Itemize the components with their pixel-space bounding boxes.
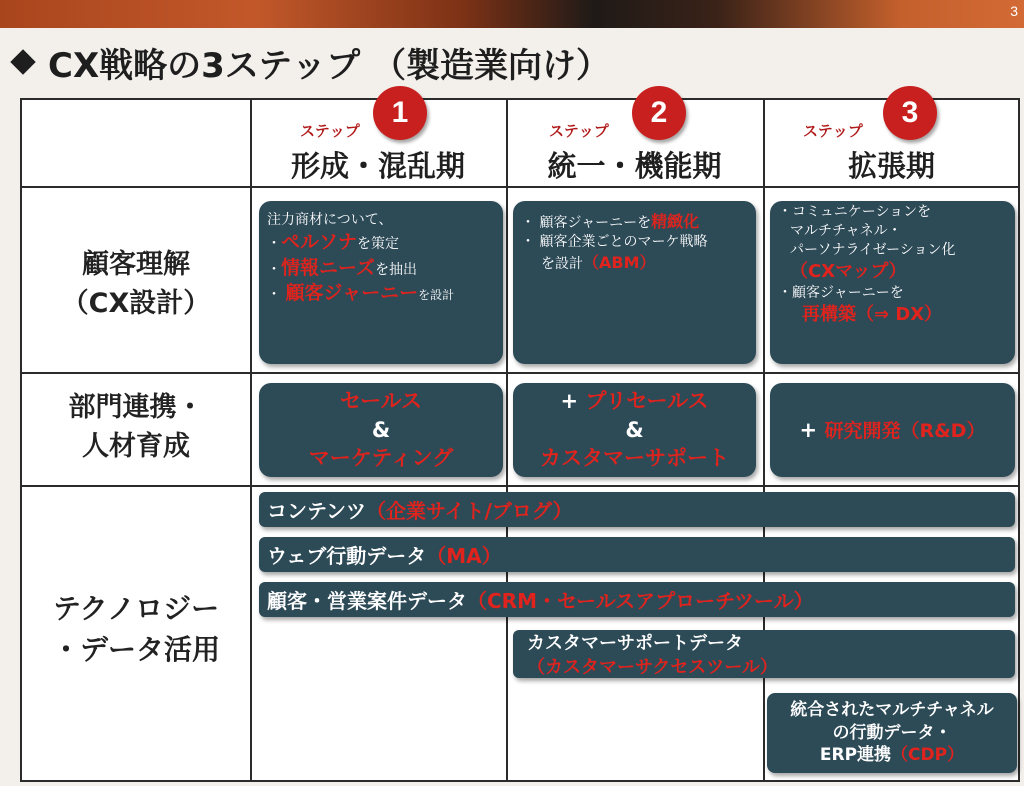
tech-bar-crm — [259, 582, 1015, 617]
org-box-step3 — [770, 383, 1015, 477]
step-word: ステップ — [549, 122, 609, 140]
box-line — [267, 281, 495, 307]
row-label-line: 人材育成 — [82, 431, 190, 463]
slide-title-text: CX戦略の3ステップ （製造業向け） — [48, 45, 610, 86]
row-label-cx — [22, 245, 250, 323]
highlight-text: マーケティング — [308, 446, 454, 471]
bar-label: の行動データ・ — [832, 722, 952, 743]
bullet: ・ — [267, 287, 286, 304]
row-label-org — [22, 388, 250, 466]
step-badge-1: 1 — [373, 86, 427, 140]
highlight-text: （CXマップ） — [790, 260, 907, 282]
box-text: マルチチャネル・ — [790, 222, 902, 239]
box-text: パーソナライゼーション化 — [790, 241, 956, 258]
page-number: 3 — [1010, 3, 1018, 19]
row-label-tech — [22, 589, 250, 670]
box-text: ・ 顧客企業ごとのマーケ戦略 — [521, 233, 708, 250]
step-badge-2: 2 — [632, 86, 686, 140]
highlight-text: （MA） — [426, 544, 502, 568]
box-line — [767, 744, 1017, 767]
bar-label: ウェブ行動データ — [267, 544, 427, 568]
box-line — [267, 256, 495, 282]
highlight-text: セールス — [339, 389, 423, 414]
header-banner-image — [0, 0, 1024, 28]
tech-bar-support — [513, 630, 1015, 678]
step-word: ステップ — [803, 122, 863, 140]
highlight-text: 精緻化 — [651, 212, 700, 231]
box-text: を設計 — [418, 288, 455, 303]
org-box-step1 — [259, 383, 503, 477]
highlight-text: プリセールス — [585, 389, 709, 414]
box-text: ・コミュニケーションを — [778, 204, 932, 220]
tech-bar-contents — [259, 492, 1015, 527]
highlight-text: （カスタマーサクセスツール） — [527, 657, 778, 679]
highlight-text: 顧客ジャーニー — [285, 282, 419, 305]
table-divider — [22, 372, 1018, 374]
row-label-line: （CX設計） — [61, 288, 211, 320]
box-text: を策定 — [357, 235, 400, 252]
box-text: 注力商材について、 — [267, 212, 393, 228]
highlight-text: （CDP） — [891, 745, 965, 766]
highlight-text: （CRM・セールスアプローチツール） — [467, 589, 814, 613]
bar-label: 統合されたマルチチャネル — [790, 699, 994, 720]
box-line — [521, 252, 748, 274]
highlight-text: （企業サイト/ブログ） — [366, 499, 573, 523]
row-label-line: テクノロジー — [52, 592, 220, 625]
bullet: ・ — [267, 261, 281, 278]
box-text: を設計 — [541, 255, 583, 272]
highlight-text: カスタマーサポート — [540, 446, 729, 471]
box-text: & — [625, 417, 644, 442]
table-divider — [506, 100, 508, 780]
box-text: を抽出 — [375, 261, 418, 278]
box-line — [561, 387, 709, 415]
plus-sign: + — [799, 417, 825, 442]
highlight-text: （ABM） — [583, 252, 656, 272]
org-box-step2 — [513, 383, 756, 477]
box-text: ・顧客ジャーニーを — [778, 284, 904, 301]
phase-name-1: 形成・混乱期 — [290, 149, 465, 183]
step-badge-3: 3 — [883, 86, 937, 140]
step-word: ステップ — [300, 122, 360, 140]
row-label-line: ・データ活用 — [51, 632, 220, 666]
phase-name-3: 拡張期 — [847, 149, 935, 183]
box-line — [267, 230, 495, 256]
row-label-line: 顧客理解 — [82, 249, 190, 280]
row-label-line: 部門連携・ — [68, 392, 204, 423]
highlight-text: 再構築（⇒ DX） — [802, 303, 943, 325]
cx-box-step1 — [259, 201, 503, 364]
table-divider — [22, 186, 1018, 188]
bar-label: ERP連携 — [819, 745, 892, 766]
box-text: ・ 顧客ジャーニーを — [521, 215, 652, 231]
phase-name-2: 統一・機能期 — [547, 149, 722, 183]
tech-bar-cdp — [767, 693, 1017, 773]
box-text: & — [371, 417, 391, 442]
slide-title — [10, 36, 610, 88]
tech-bar-web — [259, 537, 1015, 572]
highlight-text: 情報ニーズ — [281, 256, 376, 279]
highlight-text: ペルソナ — [281, 230, 358, 253]
bar-label: カスタマーサポートデータ — [527, 633, 743, 654]
diamond-bullet-icon — [10, 49, 36, 75]
cx-box-step3 — [770, 201, 1015, 364]
box-line — [800, 416, 986, 445]
strategy-table — [20, 98, 1020, 782]
table-divider — [250, 100, 252, 780]
bar-label: 顧客・営業案件データ — [267, 589, 467, 613]
highlight-text: 研究開発（R&D） — [824, 419, 986, 442]
box-line — [521, 211, 748, 233]
bullet: ・ — [267, 235, 281, 252]
table-divider — [22, 485, 1018, 487]
cx-box-step2 — [513, 201, 756, 364]
bar-label: コンテンツ — [267, 499, 366, 523]
plus-sign: + — [560, 389, 586, 414]
